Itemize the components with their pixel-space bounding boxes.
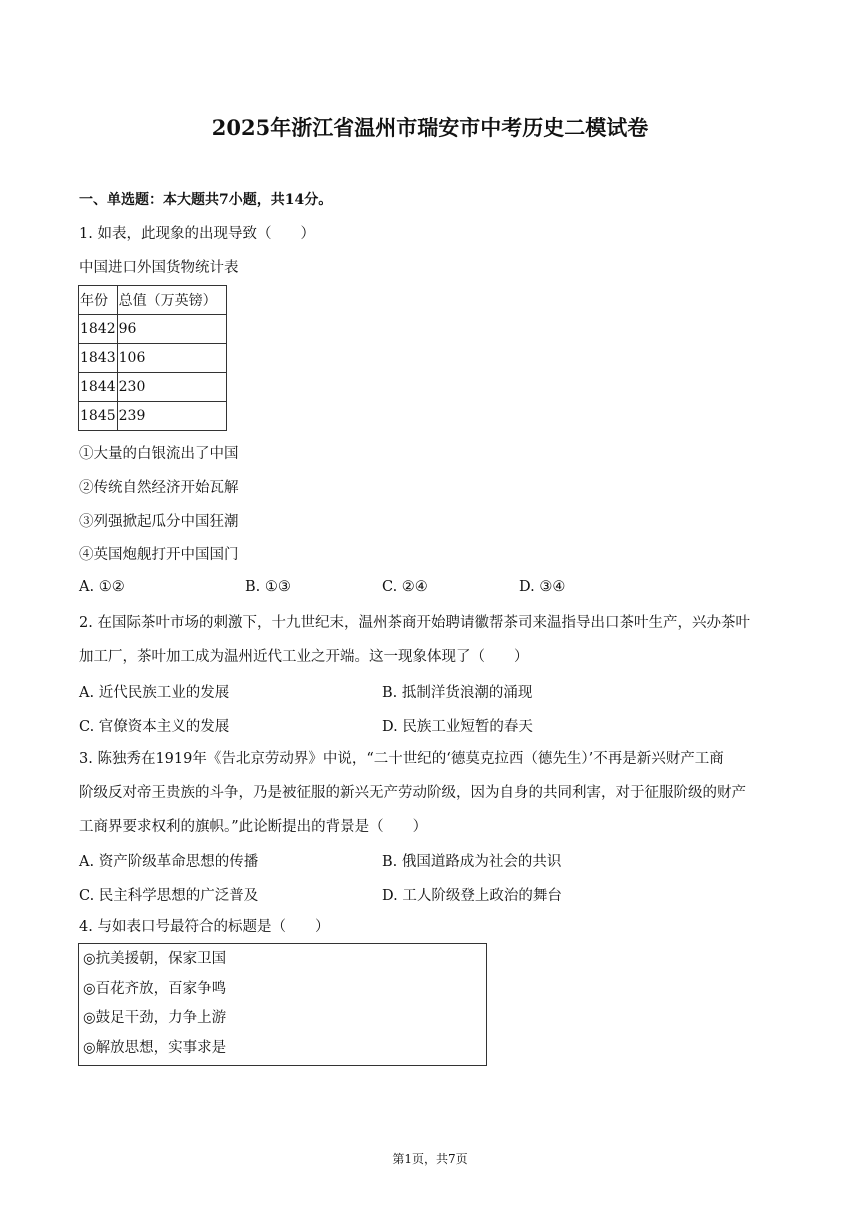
- statement-4: ④英国炮舰打开中国国门: [79, 547, 239, 563]
- q2-option-c[interactable]: C. 官僚资本主义的发展: [79, 719, 230, 735]
- slogan-item: ◎抗美援朝，保家卫国: [83, 951, 227, 967]
- table-row: [79, 315, 227, 344]
- table-row: [79, 373, 227, 402]
- q1-option-d[interactable]: D. ③④: [519, 579, 566, 595]
- q2-option-a[interactable]: A. 近代民族工业的发展: [79, 685, 230, 701]
- table-row: [79, 402, 227, 431]
- q3-option-c[interactable]: C. 民主科学思想的广泛普及: [79, 888, 259, 904]
- q3-option-b[interactable]: B. 俄国道路成为社会的共识: [382, 854, 562, 870]
- cell-value: 106: [117, 344, 226, 373]
- cell-year: 1844: [79, 373, 118, 402]
- statement-2: ②传统自然经济开始瓦解: [79, 480, 239, 496]
- question-4-stem: 4. 与如表口号最符合的标题是（ ）: [79, 919, 330, 935]
- question-2-stem-cont: 加工厂，茶叶加工成为温州近代工业之开端。这一现象体现了（ ）: [79, 649, 529, 665]
- cell-year: 1842: [79, 315, 118, 344]
- q1-option-c[interactable]: C. ②④: [382, 579, 428, 595]
- question-3-stem-cont: 阶级反对帝王贵族的斗争，乃是被征服的新兴无产劳动阶级，因为自身的共同利害，对于征服阶级的财产: [79, 785, 746, 801]
- question-3-stem: 3. 陈独秀在1919年《告北京劳动界》中说，“二十世纪的‘德莫克拉西（德先生）’不再是新兴财产工商: [79, 751, 724, 767]
- table-header-row: [79, 286, 227, 315]
- q1-option-b[interactable]: B. ①③: [245, 579, 291, 595]
- q1-option-a[interactable]: A. ①②: [79, 579, 125, 595]
- cell-year: 1845: [79, 402, 118, 431]
- slogan-item: ◎解放思想，实事求是: [83, 1040, 227, 1056]
- slogan-item: ◎百花齐放，百家争鸣: [83, 981, 227, 997]
- q2-option-d[interactable]: D. 民族工业短暂的春天: [382, 719, 533, 735]
- import-statistics-table: [78, 285, 227, 431]
- table-caption: 中国进口外国货物统计表: [79, 260, 239, 276]
- exam-title: 2025年浙江省温州市瑞安市中考历史二模试卷: [211, 115, 649, 140]
- header-year: 年份: [79, 286, 118, 315]
- question-2-stem: 2. 在国际茶叶市场的刺激下，十九世纪末，温州茶商开始聘请徽帮茶司来温指导出口茶叶生产，兴办茶叶: [79, 615, 750, 631]
- question-1-stem: 1. 如表，此现象的出现导致（ ）: [79, 226, 315, 242]
- q2-option-b[interactable]: B. 抵制洋货浪潮的涌现: [382, 685, 533, 701]
- page-footer: 第1页，共7页: [392, 1152, 468, 1166]
- slogan-item: ◎鼓足干劲，力争上游: [83, 1010, 227, 1026]
- slogan-table: [78, 943, 487, 1066]
- cell-value: 230: [117, 373, 226, 402]
- header-total: 总值（万英镑）: [117, 286, 226, 315]
- section-heading: 一、单选题：本大题共7小题，共14分。: [79, 192, 333, 208]
- cell-value: 96: [117, 315, 226, 344]
- q3-option-d[interactable]: D. 工人阶级登上政治的舞台: [382, 888, 562, 904]
- cell-value: 239: [117, 402, 226, 431]
- table-row: [79, 344, 227, 373]
- question-3-stem-end: 工商界要求权利的旗帜。”此论断提出的背景是（ ）: [79, 819, 428, 835]
- q3-option-a[interactable]: A. 资产阶级革命思想的传播: [79, 854, 259, 870]
- statement-3: ③列强掀起瓜分中国狂潮: [79, 514, 239, 530]
- statement-1: ①大量的白银流出了中国: [79, 446, 239, 462]
- cell-year: 1843: [79, 344, 118, 373]
